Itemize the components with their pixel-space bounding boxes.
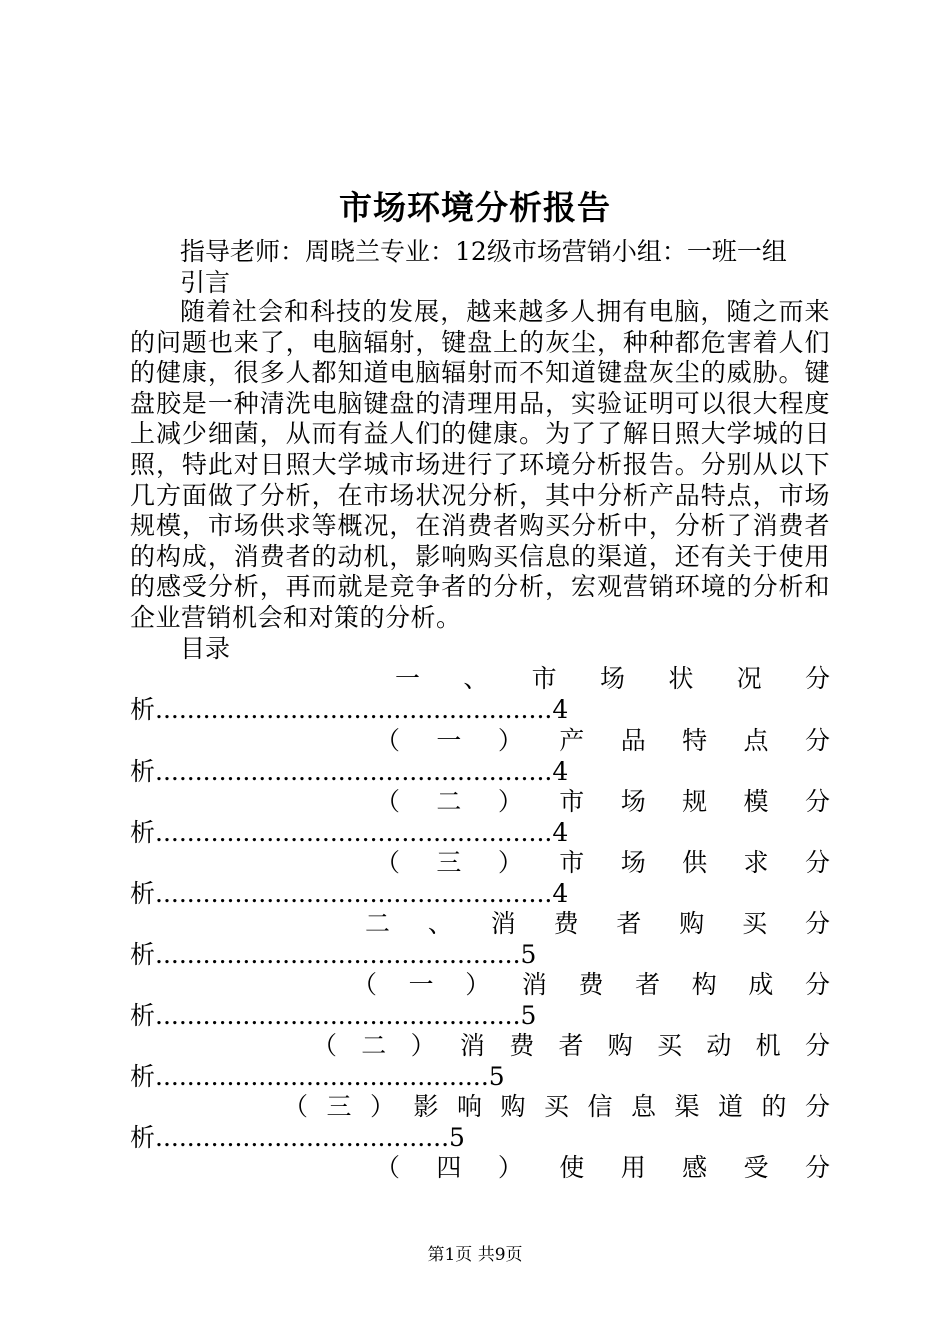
- toc-entry-6-head: （一）消费者构成分: [352, 970, 830, 999]
- toc-entry-1-tail: 析..................................................4: [130, 695, 569, 724]
- toc-entry-5-head: 二、消费者购买分: [365, 909, 830, 938]
- page-footer: 第1页 共9页: [427, 1245, 523, 1265]
- toc-entry-9-head: （四）使用感受分: [375, 1153, 830, 1182]
- toc-entry-6-tail: 析..............................................5: [130, 1001, 537, 1030]
- toc-entry-8-head: （三）影响购买信息渠道的分: [283, 1092, 830, 1121]
- toc-entry-3-tail: 析..................................................4: [130, 818, 569, 847]
- toc-entry-3-head: （二）市场规模分: [375, 787, 830, 816]
- toc-entry-1-head: 一、市场状况分: [395, 664, 830, 693]
- toc-entry-8-tail: 析.....................................5: [130, 1123, 465, 1152]
- toc-entry-7-head: （二）消费者购买动机分: [312, 1031, 830, 1060]
- toc-entry-5-tail: 析..............................................5: [130, 940, 537, 969]
- toc-heading: 目录: [180, 634, 231, 663]
- toc-entry-2-tail: 析..................................................4: [130, 757, 569, 786]
- toc-entry-4-head: （三）市场供求分: [375, 848, 830, 877]
- document-title: 市场环境分析报告: [339, 188, 611, 227]
- toc-entry-7-tail: 析..........................................5: [130, 1062, 505, 1091]
- meta-line: 指导老师：周晓兰专业：12级市场营销小组：一班一组: [180, 237, 787, 266]
- intro-heading: 引言: [180, 268, 231, 297]
- toc-entry-4-tail: 析..................................................4: [130, 879, 569, 908]
- toc-entry-2-head: （一）产品特点分: [375, 726, 830, 755]
- intro-paragraph: 随着社会和科技的发展，越来越多人拥有电脑，随之而来的问题也来了，电脑辐射，键盘上的灰尘，种种都危害着人们的健康，很多人都知道电脑辐射而不知道键盘灰尘的威胁。键盘胶是一种清洗电脑键盘的清理用品，实验证明可以很大程度上减少细菌，从而有益人们的健康。为了了解日照大学城的日照，特此对日照大学城市场进行了环境分析报告。分别从以下几方面做了分析，在市场状况分析，其中分析产品特点，市场规模，市场供求等概况，在消费者购买分析中，分析了消费者的构成，消费者的动机，影响购买信息的渠道，还有关于使用的感受分析，再而就是竞争者的分析，宏观营销环境的分析和企业营销机会和对策的分析。: [130, 297, 830, 632]
